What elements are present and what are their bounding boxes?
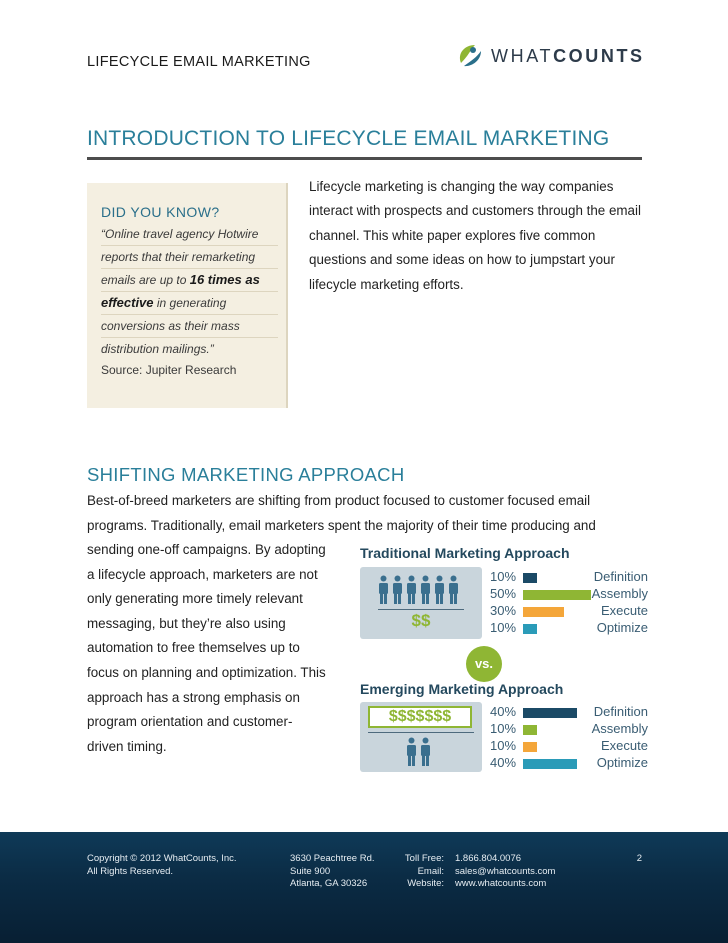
paragraph-line: sending one-off campaigns. By adopting — [87, 542, 326, 557]
person-icon — [448, 575, 459, 605]
breakdown-percent: 50% — [490, 586, 517, 601]
did-you-know-callout — [87, 183, 288, 408]
callout-heading: DID YOU KNOW? — [101, 204, 220, 220]
address-line: Suite 900 — [290, 865, 331, 877]
paragraph-line: only generating more timely relevant — [87, 591, 303, 607]
page-number: 2 — [636, 853, 642, 864]
callout-quote-line: distribution mailings.” — [101, 342, 214, 356]
breakdown-percent: 10% — [490, 620, 517, 635]
versus-badge: vs. — [466, 646, 502, 682]
breakdown-percent: 10% — [490, 721, 517, 736]
budget-indicator: $$$$$$$ — [368, 706, 472, 728]
person-icon — [434, 575, 445, 605]
person-icon — [392, 575, 403, 605]
breakdown-label: Optimize — [596, 755, 648, 770]
email-label: Email: — [417, 865, 444, 877]
paragraph-line: program orientation and customer- — [87, 714, 293, 730]
breakdown-bar — [523, 708, 577, 718]
breakdown-row — [490, 620, 648, 637]
breakdown-percent: 30% — [490, 603, 517, 618]
breakdown-bar — [523, 742, 537, 752]
traditional-illustration — [360, 567, 482, 639]
people-group — [378, 575, 459, 605]
section-heading: SHIFTING MARKETING APPROACH — [87, 464, 405, 485]
copyright-text: Copyright © 2012 WhatCounts, Inc. — [87, 853, 237, 864]
paragraph-line: messaging, but they’re also using — [87, 615, 286, 631]
emerging-illustration — [360, 702, 482, 772]
person-icon — [378, 575, 389, 605]
breakdown-row — [490, 721, 648, 738]
divider — [368, 732, 474, 733]
breakdown-bar — [523, 590, 591, 600]
breakdown-label: Optimize — [596, 620, 648, 635]
rights-text: All Rights Reserved. — [87, 865, 174, 877]
breakdown-bar — [523, 759, 577, 769]
callout-quote-line — [101, 269, 278, 292]
breakdown-bar — [523, 624, 537, 634]
emerging-approach-title: Emerging Marketing Approach — [360, 681, 564, 697]
callout-emphasis: 16 times as — [189, 272, 260, 287]
breakdown-row — [490, 603, 648, 620]
breakdown-bar — [523, 607, 564, 617]
breakdown-bar — [523, 725, 537, 735]
breakdown-label: Assembly — [591, 586, 648, 601]
page-footer — [0, 832, 728, 943]
people-group — [406, 737, 431, 767]
paragraph-line: automation to free themselves up to — [87, 640, 300, 656]
logo-wordmark — [491, 46, 645, 67]
person-icon — [406, 737, 417, 767]
person-leaf-icon — [455, 41, 485, 71]
paragraph-line: focus on planning and optimization. This — [87, 664, 326, 680]
person-icon — [420, 737, 431, 767]
callout-quote-line: “Online travel agency Hotwire — [101, 223, 278, 246]
address-line: Atlanta, GA 30326 — [290, 878, 368, 889]
breakdown-row — [490, 704, 648, 721]
breakdown-percent: 10% — [490, 569, 517, 584]
intro-paragraph: Lifecycle marketing is changing the way companies interact with prospects and customers through the email channel. This white paper explores five common questions and some ideas on how to jumpstart your lifecycle marketing efforts. — [309, 179, 641, 292]
breakdown-row — [490, 569, 648, 586]
divider — [378, 609, 464, 610]
budget-indicator: $$ — [411, 611, 431, 630]
document-header-title: LIFECYCLE EMAIL MARKETING — [87, 54, 311, 70]
breakdown-row — [490, 738, 648, 755]
person-icon — [420, 575, 431, 605]
callout-quote-line: reports that their remarketing — [101, 246, 278, 269]
callout-source: Source: Jupiter Research — [101, 363, 237, 377]
breakdown-percent: 40% — [490, 755, 517, 770]
breakdown-row — [490, 586, 648, 603]
tollfree-number: 1.866.804.0076 — [455, 853, 522, 864]
breakdown-bar — [523, 573, 537, 583]
website-address: www.whatcounts.com — [455, 878, 547, 889]
whatcounts-logo — [455, 40, 655, 72]
email-address: sales@whatcounts.com — [455, 865, 556, 877]
logo-word-light: WHAT — [491, 45, 554, 66]
address-line: 3630 Peachtree Rd. — [290, 853, 375, 864]
section-paragraph-full — [87, 489, 647, 538]
breakdown-label: Assembly — [591, 721, 648, 736]
person-icon — [406, 575, 417, 605]
marketing-approach-infographic — [356, 540, 648, 775]
callout-emphasis: effective — [101, 295, 154, 310]
tollfree-label: Toll Free: — [404, 853, 444, 864]
website-label: Website: — [407, 878, 444, 889]
paragraph-line: approach has a strong emphasis on — [87, 689, 300, 705]
breakdown-label: Definition — [593, 569, 648, 584]
traditional-approach-title: Traditional Marketing Approach — [360, 545, 570, 561]
breakdown-percent: 40% — [490, 704, 517, 719]
breakdown-percent: 10% — [490, 738, 517, 753]
logo-word-bold: COUNTS — [553, 45, 645, 66]
callout-text: in generating — [153, 296, 227, 310]
intro-heading: INTRODUCTION TO LIFECYCLE EMAIL MARKETING — [87, 127, 610, 150]
breakdown-row — [490, 755, 648, 772]
heading-rule — [87, 157, 642, 160]
callout-quote-line: conversions as their mass — [101, 315, 278, 338]
section-paragraph-wrapped — [87, 538, 353, 759]
callout-text: emails are up to — [101, 273, 190, 287]
paragraph-line: driven timing. — [87, 738, 167, 754]
paragraph-line: programs. Traditionally, email marketers spent the majority of their time producing and — [87, 517, 596, 533]
breakdown-label: Definition — [593, 704, 648, 719]
breakdown-label: Execute — [601, 738, 648, 753]
paragraph-line: a lifecycle approach, marketers are not — [87, 566, 318, 582]
callout-quote-line — [101, 292, 278, 315]
breakdown-label: Execute — [601, 603, 648, 618]
paragraph-line: Best-of-breed marketers are shifting from product focused to customer focused email — [87, 493, 591, 508]
